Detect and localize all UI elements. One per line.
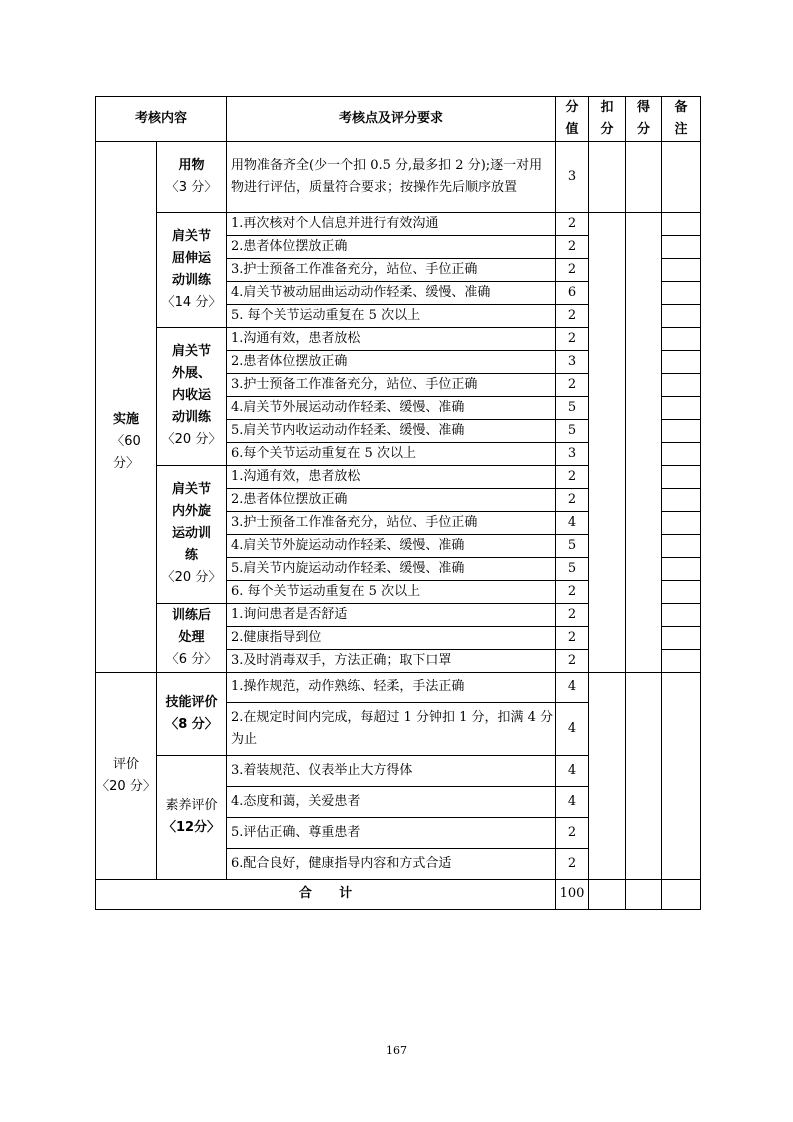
item-score: 4 bbox=[556, 755, 589, 786]
table-row bbox=[96, 672, 701, 702]
requirement-text: 3.及时消毒双手，方法正确；取下口罩 bbox=[227, 649, 556, 672]
item-score: 2 bbox=[556, 848, 589, 879]
remarks-cell[interactable] bbox=[662, 235, 701, 258]
page-number: 167 bbox=[386, 1044, 407, 1057]
remarks-cell[interactable] bbox=[662, 649, 701, 672]
remarks-cell[interactable] bbox=[662, 419, 701, 442]
header-deduct: 扣 分 bbox=[589, 97, 626, 142]
remarks-cell[interactable] bbox=[662, 258, 701, 281]
group-shoulder-rotation-label: 肩关节 内外旋 运动训 练 〈20 分〉 bbox=[157, 465, 227, 603]
item-score: 4 bbox=[556, 786, 589, 817]
item-score: 2 bbox=[556, 465, 589, 488]
item-score: 4 bbox=[556, 702, 589, 755]
quality-evaluation-label: 素养评价 〈12分〉 bbox=[157, 755, 227, 879]
header-remarks: 备 注 bbox=[662, 97, 701, 142]
earned-cell[interactable] bbox=[626, 672, 662, 879]
evaluation-label: 评价 〈20 分〉 bbox=[96, 672, 157, 879]
requirement-text: 2.患者体位摆放正确 bbox=[227, 235, 556, 258]
item-score: 5 bbox=[556, 534, 589, 557]
implementation-label: 实施 〈60 分〉 bbox=[96, 212, 157, 672]
item-score: 2 bbox=[556, 580, 589, 603]
requirement-text: 1.沟通有效，患者放松 bbox=[227, 327, 556, 350]
item-score: 2 bbox=[556, 817, 589, 848]
remarks-cell[interactable] bbox=[662, 212, 701, 235]
item-score: 2 bbox=[556, 649, 589, 672]
group-post-training-label: 训练后 处理 〈6 分〉 bbox=[157, 603, 227, 672]
item-score: 2 bbox=[556, 235, 589, 258]
remarks-cell[interactable] bbox=[662, 534, 701, 557]
requirement-text: 5. 每个关节运动重复在 5 次以上 bbox=[227, 304, 556, 327]
total-label: 合 计 bbox=[96, 879, 556, 909]
header-content: 考核内容 bbox=[96, 97, 227, 142]
item-score: 2 bbox=[556, 304, 589, 327]
requirement-text: 5.评估正确、尊重患者 bbox=[227, 817, 556, 848]
remarks-cell[interactable] bbox=[662, 511, 701, 534]
remarks-cell[interactable] bbox=[662, 327, 701, 350]
requirement-text: 1.询问患者是否舒适 bbox=[227, 603, 556, 626]
deduct-cell[interactable] bbox=[589, 672, 626, 879]
supplies-row bbox=[96, 142, 701, 213]
requirement-text: 2.患者体位摆放正确 bbox=[227, 488, 556, 511]
remarks-cell[interactable] bbox=[662, 373, 701, 396]
supplies-score: 3 bbox=[556, 142, 589, 213]
item-score: 2 bbox=[556, 212, 589, 235]
deduct-cell[interactable] bbox=[589, 879, 626, 909]
requirement-text: 6.配合良好，健康指导内容和方式合适 bbox=[227, 848, 556, 879]
remarks-cell[interactable] bbox=[662, 672, 701, 879]
item-score: 2 bbox=[556, 626, 589, 649]
header-points: 考核点及评分要求 bbox=[227, 97, 556, 142]
item-score: 2 bbox=[556, 603, 589, 626]
supplies-requirement: 用物准备齐全(少一个扣 0.5 分,最多扣 2 分);逐一对用物进行评估，质量符合要求；按操作先后顺序放置 bbox=[227, 142, 556, 213]
remarks-cell[interactable] bbox=[662, 142, 701, 213]
item-score: 2 bbox=[556, 488, 589, 511]
remarks-cell[interactable] bbox=[662, 442, 701, 465]
remarks-cell[interactable] bbox=[662, 488, 701, 511]
item-score: 2 bbox=[556, 327, 589, 350]
total-score: 100 bbox=[556, 879, 589, 909]
requirement-text: 1.沟通有效，患者放松 bbox=[227, 465, 556, 488]
supplies-label: 用物 〈3 分〉 bbox=[157, 142, 227, 213]
item-score: 5 bbox=[556, 419, 589, 442]
remarks-cell[interactable] bbox=[662, 879, 701, 909]
table-row bbox=[96, 212, 701, 235]
requirement-text: 4.态度和蔼，关爱患者 bbox=[227, 786, 556, 817]
group-shoulder-flexion-label: 肩关节 屈伸运 动训练 〈14 分〉 bbox=[157, 212, 227, 327]
requirement-text: 2.患者体位摆放正确 bbox=[227, 350, 556, 373]
item-score: 2 bbox=[556, 258, 589, 281]
remarks-cell[interactable] bbox=[662, 626, 701, 649]
requirement-text: 6.每个关节运动重复在 5 次以上 bbox=[227, 442, 556, 465]
earned-cell[interactable] bbox=[626, 142, 662, 213]
remarks-cell[interactable] bbox=[662, 350, 701, 373]
requirement-text: 3.护士预备工作准备充分，站位、手位正确 bbox=[227, 511, 556, 534]
item-score: 2 bbox=[556, 373, 589, 396]
remarks-cell[interactable] bbox=[662, 557, 701, 580]
item-score: 5 bbox=[556, 557, 589, 580]
earned-cell[interactable] bbox=[626, 212, 662, 672]
deduct-cell[interactable] bbox=[589, 212, 626, 672]
remarks-cell[interactable] bbox=[662, 304, 701, 327]
requirement-text: 3.护士预备工作准备充分，站位、手位正确 bbox=[227, 373, 556, 396]
requirement-text: 5.肩关节内收运动动作轻柔、缓慢、准确 bbox=[227, 419, 556, 442]
remarks-cell[interactable] bbox=[662, 396, 701, 419]
item-score: 5 bbox=[556, 396, 589, 419]
requirement-text: 1.再次核对个人信息并进行有效沟通 bbox=[227, 212, 556, 235]
requirement-text: 6. 每个关节运动重复在 5 次以上 bbox=[227, 580, 556, 603]
earned-cell[interactable] bbox=[626, 879, 662, 909]
requirement-text: 3.护士预备工作准备充分，站位、手位正确 bbox=[227, 258, 556, 281]
requirement-text: 4.肩关节外展运动动作轻柔、缓慢、准确 bbox=[227, 396, 556, 419]
remarks-cell[interactable] bbox=[662, 603, 701, 626]
requirement-text: 3.着装规范、仪表举止大方得体 bbox=[227, 755, 556, 786]
requirement-text: 1.操作规范，动作熟练、轻柔，手法正确 bbox=[227, 672, 556, 702]
requirement-text: 5.肩关节内旋运动动作轻柔、缓慢、准确 bbox=[227, 557, 556, 580]
header-row bbox=[96, 97, 701, 142]
deduct-cell[interactable] bbox=[589, 142, 626, 213]
item-score: 3 bbox=[556, 442, 589, 465]
scoring-table bbox=[95, 96, 701, 910]
remarks-cell[interactable] bbox=[662, 281, 701, 304]
requirement-text: 2.在规定时间内完成，每超过 1 分钟扣 1 分，扣满 4 分为止 bbox=[227, 702, 556, 755]
requirement-text: 2.健康指导到位 bbox=[227, 626, 556, 649]
header-score-value: 分 值 bbox=[556, 97, 589, 142]
item-score: 4 bbox=[556, 672, 589, 702]
total-row bbox=[96, 879, 701, 909]
skill-evaluation-label: 技能评价 〈8 分〉 bbox=[157, 672, 227, 755]
header-earned: 得 分 bbox=[626, 97, 662, 142]
remarks-cell[interactable] bbox=[662, 580, 701, 603]
item-score: 3 bbox=[556, 350, 589, 373]
item-score: 4 bbox=[556, 511, 589, 534]
item-score: 6 bbox=[556, 281, 589, 304]
requirement-text: 4.肩关节外旋运动动作轻柔、缓慢、准确 bbox=[227, 534, 556, 557]
remarks-cell[interactable] bbox=[662, 465, 701, 488]
requirement-text: 4.肩关节被动屈曲运动动作轻柔、缓慢、准确 bbox=[227, 281, 556, 304]
group-shoulder-abduction-label: 肩关节 外展、 内收运 动训练 〈20 分〉 bbox=[157, 327, 227, 465]
